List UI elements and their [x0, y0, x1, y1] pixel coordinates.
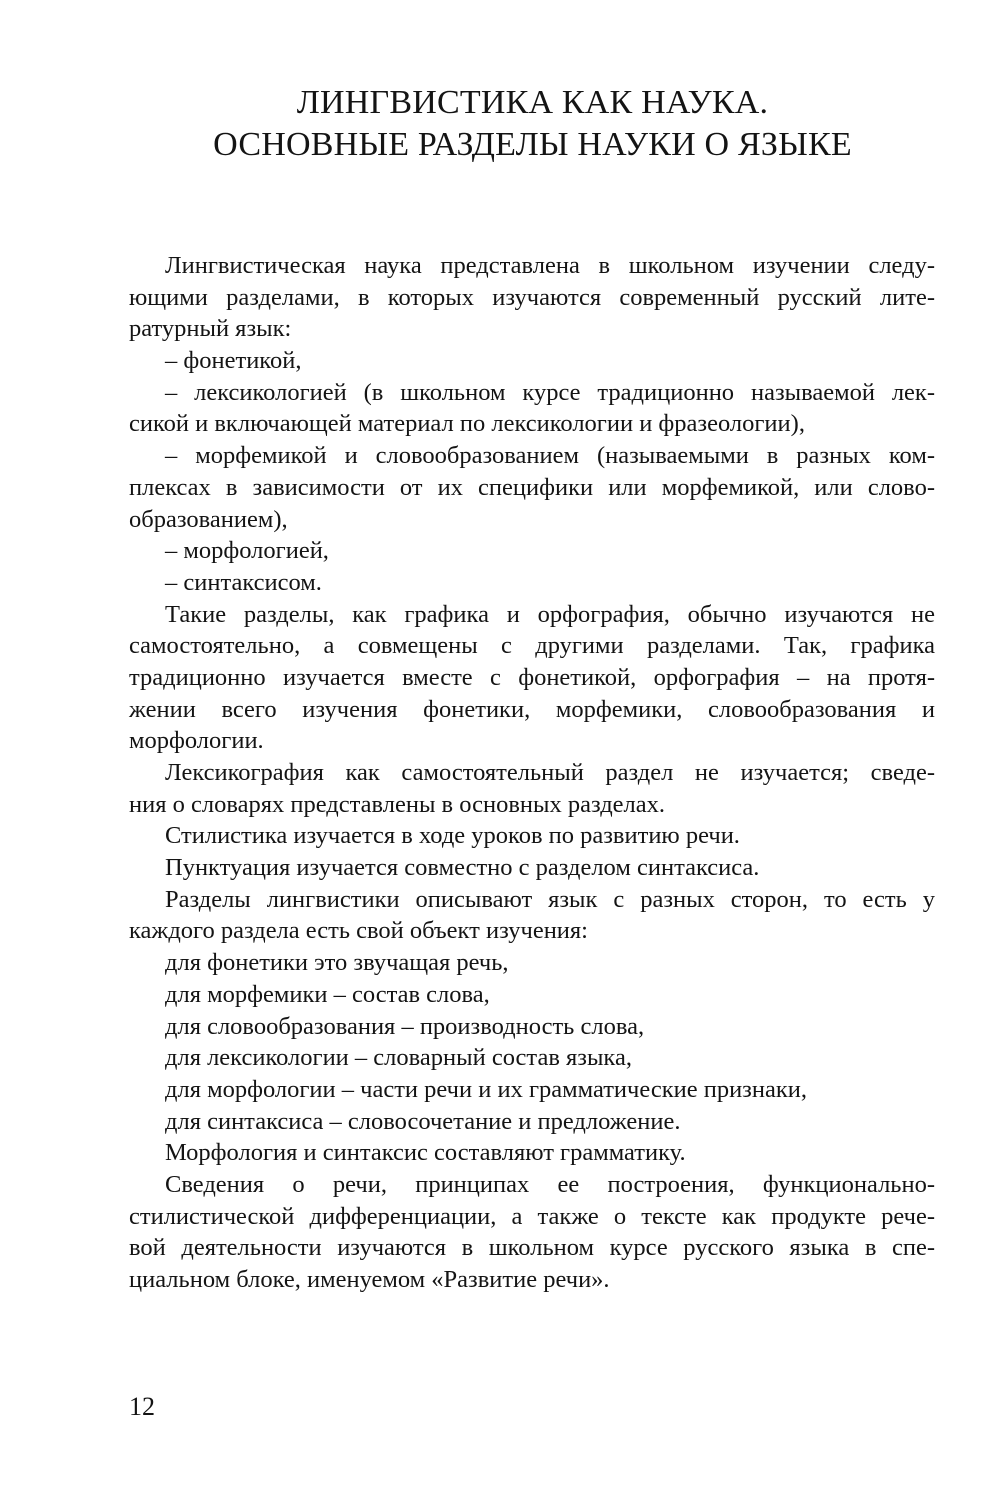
title-line-2: ОСНОВНЫЕ РАЗДЕЛЫ НАУКИ О ЯЗЫКЕ — [213, 126, 852, 163]
title-line-1: ЛИНГВИСТИКА КАК НАУКА. — [296, 84, 769, 121]
body-text — [129, 250, 935, 1296]
list-item: для морфологии – части речи и их грамматические признаки, — [165, 1075, 807, 1103]
text-line: Пунктуация изучается совместно с разделом синтаксиса. — [165, 854, 760, 882]
text-line: ратурный язык: — [129, 315, 292, 343]
list-item: для словообразования – производность слова, — [165, 1012, 645, 1040]
text-line: плексах в зависимости от их специфики или морфемикой, или слово- — [129, 473, 935, 501]
text-line: стилистической дифференциации, а также о тексте как продукте рече- — [129, 1202, 935, 1230]
text-line: образованием), — [129, 505, 288, 533]
text-line: циальном блоке, именуемом «Развитие речи». — [129, 1266, 610, 1293]
page-number: 12 — [129, 1392, 155, 1421]
list-item: для фонетики это звучащая речь, — [165, 949, 509, 977]
text-line: вой деятельности изучаются в школьном курсе русского языка в спе- — [129, 1234, 935, 1262]
text-line: Морфология и синтаксис составляют грамматику. — [165, 1139, 686, 1167]
text-line: морфологии. — [129, 727, 264, 755]
text-line: самостоятельно, а совмещены с другими разделами. Так, графика — [129, 632, 935, 660]
text-line: сикой и включающей материал по лексикологии и фразеологии), — [129, 410, 805, 438]
list-item: для морфемики – состав слова, — [165, 980, 490, 1008]
text-line: Разделы лингвистики описывают язык с разных сторон, то есть у — [165, 885, 935, 913]
list-item: для синтаксиса – словосочетание и предложение. — [165, 1107, 681, 1135]
text-line: Стилистика изучается в ходе уроков по развитию речи. — [165, 822, 740, 850]
text-line: Лингвистическая наука представлена в школьном изучении следу- — [165, 252, 935, 279]
list-item: – синтаксисом. — [165, 568, 322, 596]
list-item: – морфемикой и словообразованием (называемыми в разных ком- — [165, 442, 935, 470]
list-item: – фонетикой, — [165, 347, 302, 375]
list-item: для лексикологии – словарный состав языка, — [165, 1044, 632, 1072]
text-line: жении всего изучения фонетики, морфемики, словообразования и — [129, 695, 935, 723]
text-line: ющими разделами, в которых изучаются современный русский лите- — [129, 283, 935, 311]
text-line: каждого раздела есть свой объект изучения: — [129, 917, 588, 945]
text-line: Такие разделы, как графика и орфография, обычно изучаются не — [165, 600, 935, 628]
text-line: Сведения о речи, принципах ее построения, функционально- — [165, 1170, 935, 1198]
page-title — [130, 82, 935, 166]
text-line: Лексикография как самостоятельный раздел не изучается; сведе- — [165, 759, 935, 786]
text-line: ния о словарях представлены в основных разделах. — [129, 790, 666, 818]
text-line: традиционно изучается вместе с фонетикой, орфография – на протя- — [129, 663, 935, 691]
list-item: – лексикологией (в школьном курсе традиционно называемой лек- — [165, 378, 935, 406]
list-item: – морфологией, — [165, 537, 329, 565]
